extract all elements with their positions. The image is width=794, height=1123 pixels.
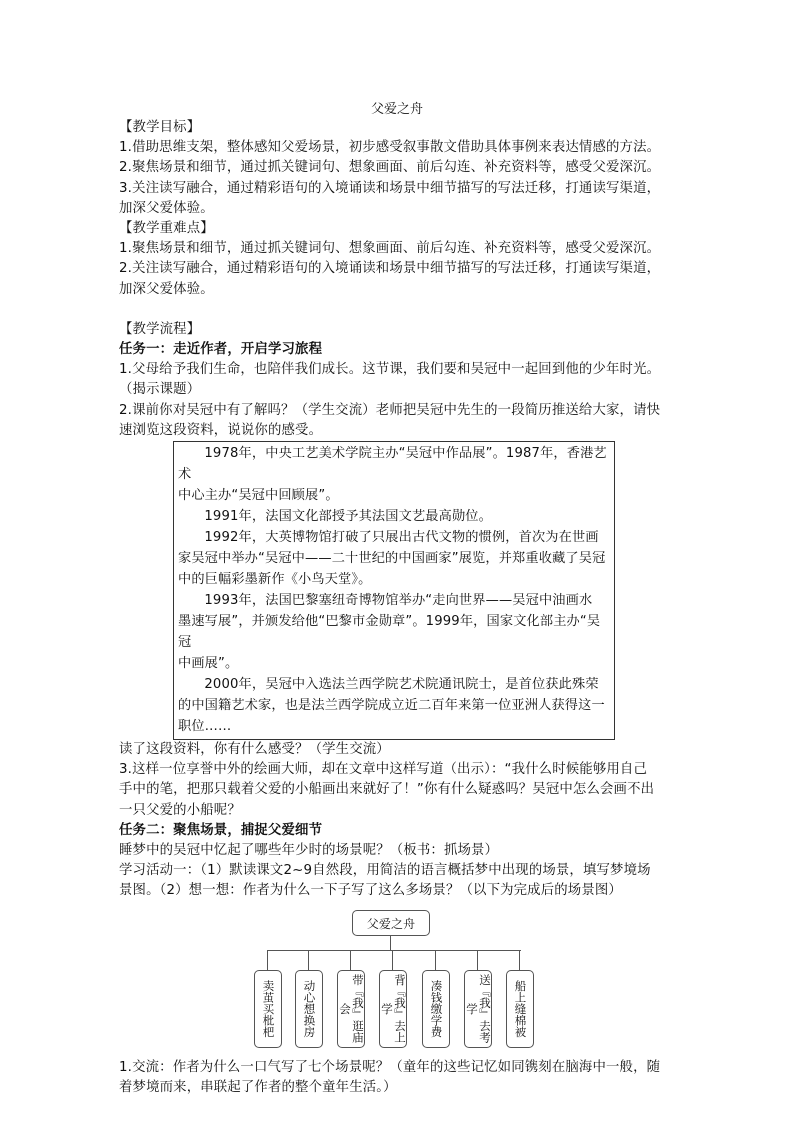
section-heading-flow: 【教学流程】 bbox=[119, 321, 201, 337]
bio-line: 的中国籍艺术家，也是法兰西学院成立近二百年来第一位亚洲人获得这一 bbox=[178, 698, 605, 714]
paragraph: 学习活动一：（1）默读课文2~9自然段，用简洁的语言概括梦中出现的场景，填写梦境场 bbox=[119, 863, 651, 879]
section-heading-key-points: 【教学重难点】 bbox=[119, 221, 214, 237]
paragraph: 手中的笔，把那只载着父爱的小船画出来就好了！”你有什么疑惑吗？吴冠中怎么会画不出 bbox=[119, 782, 655, 798]
scene-label: 送『我』去考学 bbox=[465, 974, 492, 1044]
connector-line bbox=[390, 936, 391, 950]
connector-line bbox=[435, 950, 436, 970]
connector-line bbox=[350, 950, 351, 970]
diagram-scene-node bbox=[254, 970, 282, 1048]
paragraph: 3.这样一位享誉中外的绘画大师，却在文章中这样写道（出示）：“我什么时候能够用自己 bbox=[119, 762, 648, 778]
scene-diagram bbox=[119, 908, 679, 1058]
paragraph: 2.课前你对吴冠中有了解吗？（学生交流）老师把吴冠中先生的一段简历推送给大家，请快 bbox=[119, 402, 661, 418]
scene-label: 卖茧买枇杷 bbox=[261, 979, 276, 1038]
paragraph: 1.借助思维支架，整体感知父爱场景，初步感受叙事散文借助具体事例来表达情感的方法。 bbox=[119, 140, 661, 156]
diagram-root-node: 父爱之舟 bbox=[352, 910, 430, 936]
paragraph: 加深父爱体验。 bbox=[119, 200, 214, 216]
paragraph: 景图。（2）想一想：作者为什么一下子写了这么多场景？（以下为完成后的场景图） bbox=[119, 883, 622, 899]
bio-line: 中心主办“吴冠中回顾展”。 bbox=[178, 488, 339, 504]
paragraph: 1.聚焦场景和细节，通过抓关键词句、想象画面、前后勾连、补充资料等，感受父爱深沉。 bbox=[119, 241, 661, 257]
paragraph: 睡梦中的吴冠中忆起了哪些年少时的场景呢？（板书：抓场景） bbox=[119, 843, 499, 859]
connector-line bbox=[267, 950, 268, 970]
paragraph: 1.父母给予我们生命，也陪伴我们成长。这节课，我们要和吴冠中一起回到他的少年时光。 bbox=[119, 362, 661, 378]
paragraph: 读了这段资料，你有什么感受？（学生交流） bbox=[119, 742, 390, 758]
bio-line: 墨速写展”，并颁发给他“巴黎市金勋章”。1999年，国家文化部主办“吴冠 bbox=[178, 614, 601, 651]
paragraph: 加深父爱体验。 bbox=[119, 281, 214, 297]
diagram-scene-node bbox=[295, 970, 323, 1048]
paragraph: 1.交流：作者为什么一口气写了七个场景呢？（童年的这些记忆如同镌刻在脑海中一般，随 bbox=[119, 1059, 661, 1075]
bio-line: 2000年，吴冠中入选法兰西学院艺术院通讯院士，是首位获此殊荣 bbox=[204, 677, 599, 693]
bio-line: 1992年，大英博物馆打破了只展出古代文物的惯例，首次为在世画 bbox=[204, 530, 599, 546]
section-heading-goals: 【教学目标】 bbox=[119, 120, 201, 135]
bio-line: 中的巨幅彩墨新作《小鸟天堂》。 bbox=[178, 572, 372, 588]
page-title: 父爱之舟 bbox=[370, 102, 423, 117]
bio-line: 1978年，中央工艺美术学院主办“吴冠中作品展”。1987年，香港艺术 bbox=[178, 446, 607, 483]
bio-line: 中画展”。 bbox=[178, 656, 239, 672]
diagram-scene-node bbox=[422, 970, 450, 1048]
scene-label: 动心想换房 bbox=[302, 979, 317, 1038]
bio-line: 1991年，法国文化部授予其法国文艺最高勋位。 bbox=[204, 509, 492, 525]
task-heading-2: 任务二：聚焦场景，捕捉父爱细节 bbox=[119, 822, 323, 838]
paragraph: 2.关注读写融合，通过精彩语句的入境诵读和场景中细节描写的写法迁移，打通读写渠道， bbox=[119, 261, 661, 277]
task-heading-1: 任务一：走近作者，开启学习旅程 bbox=[119, 342, 323, 358]
paragraph: 速浏览这段资料，说说你的感受。 bbox=[119, 422, 323, 438]
diagram-scene-node bbox=[464, 970, 492, 1048]
connector-line bbox=[308, 950, 309, 970]
bio-line: 家吴冠中举办“吴冠中——二十世纪的中国画家”展览，并郑重收藏了吴冠 bbox=[178, 551, 606, 567]
diagram-scene-node bbox=[379, 970, 407, 1048]
paragraph: 一只父爱的小船呢？ bbox=[119, 802, 241, 818]
scene-label: 背『我』去上学 bbox=[380, 974, 407, 1044]
connector-line bbox=[267, 950, 521, 951]
blank-line bbox=[119, 300, 679, 320]
connector-line bbox=[519, 950, 520, 970]
scene-label: 凑钱缴学费 bbox=[429, 979, 444, 1038]
biography-box bbox=[173, 441, 615, 740]
paragraph: 着梦境而来，串联起了作者的整个童年生活。） bbox=[119, 1079, 397, 1095]
scene-label: 船上缝棉被 bbox=[513, 979, 528, 1038]
bio-line: 1993年，法国巴黎塞纽奇博物馆举办“走向世界——吴冠中油画水 bbox=[204, 593, 593, 609]
paragraph: （揭示课题） bbox=[119, 382, 201, 398]
paragraph: 3.关注读写融合，通过精彩语句的入境诵读和场景中细节描写的写法迁移，打通读写渠道， bbox=[119, 180, 661, 196]
diagram-scene-node bbox=[337, 970, 365, 1048]
connector-line bbox=[392, 950, 393, 970]
connector-line bbox=[477, 950, 478, 970]
document-body bbox=[119, 118, 679, 1098]
scene-label: 带『我』逛庙会 bbox=[338, 974, 365, 1044]
bio-line: 职位…… bbox=[178, 719, 232, 735]
diagram-scene-node bbox=[506, 970, 534, 1048]
paragraph: 2.聚焦场景和细节，通过抓关键词句、想象画面、前后勾连、补充资料等，感受父爱深沉。 bbox=[119, 160, 661, 176]
